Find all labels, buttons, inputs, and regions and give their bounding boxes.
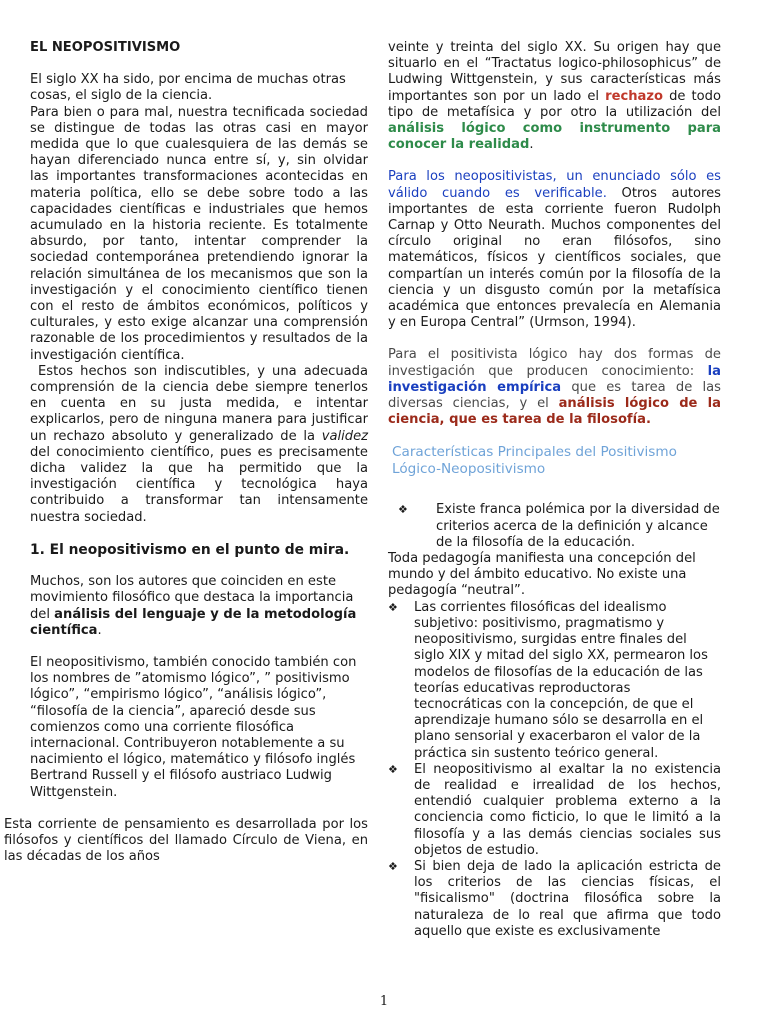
document-title: EL NEOPOSITIVISMO — [30, 40, 181, 55]
paragraph-society: Para bien o para mal, nuestra tecnificada sociedad se distingue de todas las otras casi en mayor medida que lo que cualesquiera de las demás se hayan diferenciado nunca entre sí, y, sin olvidar las importantes transformaciones acontecidas en materia política, ello se debe sobre todo a las capacidades científicas e industriales que hemos acumulado en la historia reciente. Es totalmente absurdo, por tanto, intentar comprender la sociedad contemporánea pretendiendo ignorar la relación simultánea de los mecanismos que son la investigación y el conocimiento científico tienen con el resto de ámbitos económicos, políticos y culturales, y esto exige alcanzar una comprensión razonable de los procedimientos y resultados de la investigación científica. — [30, 104, 368, 363]
diamond-bullet-icon: ❖ — [388, 859, 398, 873]
paragraph-verification: Para los neopositivistas, un enunciado sólo es válido cuando es verificable. Otros autores importantes de esta corriente fueron Rudolph Carnap y Otto Neurath. Muchos componentes del círculo original no eran filósofos, sino matemáticos, físicos y científicos sociales, que compartían un interés común por la filosofía de la ciencia y un disgusto común por la metafísica académica que entonces prevalecía en Alemania y en Europa Central” (Urmson, 1994). — [388, 169, 721, 331]
diamond-bullet-icon: ❖ — [398, 503, 408, 517]
paragraph-neopositivism-names: El neopositivismo, también conocido también con los nombres de ”atomismo lógico”, ” positivismo lógico”, “empirismo lógico”, “análisis lógico”, “filosofía de la ciencia”, apareció desde sus comienzos como una corriente filosófica internacional. Contribuyeron notablemente a su nacimiento el lógico, matemático y filósofo inglés Bertrand Russell y el filósofo austriaco Ludwig Wittgenstein. — [30, 654, 357, 800]
diamond-bullet-icon: ❖ — [388, 600, 398, 614]
list-item: ❖ Si bien deja de lado la aplicación estricta de los criterios de las ciencias físicas, el "fisicalismo" (doctrina filosófica sobre la naturaleza de lo real que afirma que todo aquello que existe es exclusivamente — [388, 858, 721, 939]
section-heading-1: 1. El neopositivismo en el punto de mira. — [30, 541, 350, 558]
right-column — [388, 40, 721, 940]
list-item: ❖ Las corrientes filosóficas del idealismo subjetivo: positivismo, pragmatismo y neopositivismo, surgidas entre finales del siglo XIX y mitad del siglo XX, permearon los modelos de filosofías de la educación de las teorías educativas reproductoras tecnocráticas con la concepción, de que el aprendizaje humano sólo se desarrolla en el plano sensorial y exacerbaron el valor de la práctica sin sustento teórico general. — [388, 599, 708, 761]
page-number: 1 — [379, 994, 389, 1009]
diamond-bullet-icon: ❖ — [388, 762, 398, 776]
paragraph-origin: veinte y treinta del siglo XX. Su origen hay que situarlo en el “Tractatus logico-philosophicus” de Ludwing Wittgenstein, y sus características más importantes son por un lado el rechazo de todo tipo de metafísica y por otro la utilización del análisis lógico como instrumento para conocer la realidad. — [388, 40, 721, 153]
paragraph-two-forms: Para el positivista lógico hay dos formas de investigación que producen conocimiento: la investigación empírica que es tarea de las diversas ciencias, y el análisis lógico de la ciencia, que es tarea de la filosofía. — [388, 347, 721, 428]
section-heading-characteristics: Características Principales del Positivismo Lógico-Neopositivismo — [392, 444, 677, 478]
list-item: ❖ Existe franca polémica por la diversidad de criterios acerca de la definición y alcance de la filosofía de la educación. — [388, 502, 721, 551]
left-column — [4, 40, 368, 865]
intro-sentence: El siglo XX ha sido, por encima de muchas otras cosas, el siglo de la ciencia. — [30, 72, 346, 104]
paragraph-authors: Muchos, son los autores que coinciden en este movimiento filosófico que destaca la importancia del análisis del lenguaje y de la metodología científica. — [30, 574, 357, 638]
paragraph-pedagogy: Toda pedagogía manifiesta una concepción del mundo y del ámbito educativo. No existe una pedagogía “neutral”. — [388, 551, 696, 599]
list-item: ❖ El neopositivismo al exaltar la no existencia de realidad e irrealidad de los hechos, entendió cualquier problema externo a la conciencia como ficticio, lo que le limitó a la filosofía y a las demás ciencias sociales sus objetos de estudio. — [388, 761, 721, 858]
paragraph-validity: Estos hechos son indiscutibles, y una adecuada comprensión de la ciencia debe siempre tenerlos en cuenta en su justa medida, e intentar explicarlos, pero de ninguna manera para justificar un rechazo absoluto y generalizado de la validez del conocimiento científico, pues es precisamente dicha validez la que ha permitido que la investigación científica y tecnológica haya contribuido a transformar tan intensamente nuestra sociedad. — [30, 363, 368, 525]
paragraph-vienna-circle: Esta corriente de pensamiento es desarrollada por los filósofos y científicos del llamado Círculo de Viena, en las décadas de los años — [4, 816, 368, 865]
